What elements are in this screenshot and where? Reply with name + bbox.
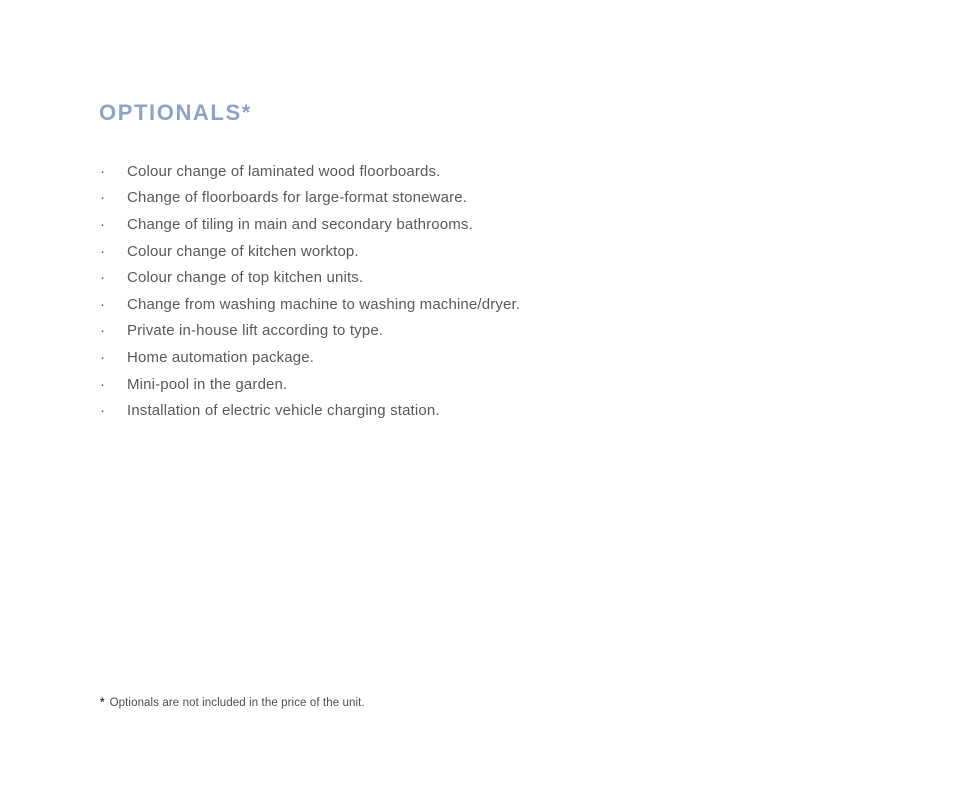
bullet-icon: · — [100, 295, 106, 313]
bullet-icon: · — [100, 402, 106, 420]
list-item-text: Change of tiling in main and secondary bathrooms. — [127, 215, 473, 233]
bullet-icon: · — [100, 242, 106, 260]
bullet-icon: · — [100, 189, 106, 207]
bullet-icon: · — [100, 269, 106, 287]
list-item-text: Change of floorboards for large-format stoneware. — [127, 189, 468, 207]
list-item — [100, 344, 520, 371]
list-item — [100, 291, 520, 318]
list-item — [100, 371, 520, 398]
page-title: OPTIONALS* — [99, 100, 252, 125]
footnote — [100, 697, 365, 709]
list-item — [100, 158, 520, 185]
footnote-text: Optionals are not included in the price of the unit. — [109, 697, 365, 709]
optionals-list — [100, 158, 520, 424]
list-item-text: Colour change of top kitchen units. — [127, 269, 364, 287]
list-item — [100, 264, 520, 291]
list-item-text: Home automation package. — [127, 348, 315, 366]
list-item-text: Change from washing machine to washing machine/dryer. — [127, 295, 521, 313]
bullet-icon: · — [100, 375, 106, 393]
bullet-icon: · — [100, 322, 106, 340]
list-item-text: Colour change of kitchen worktop. — [127, 242, 359, 260]
list-item-text: Installation of electric vehicle charging station. — [127, 402, 440, 420]
bullet-icon: · — [100, 162, 106, 180]
bullet-icon: · — [100, 215, 106, 233]
list-item — [100, 397, 520, 424]
list-item — [100, 318, 520, 345]
bullet-icon: · — [100, 348, 106, 366]
list-item-text: Colour change of laminated wood floorboards. — [127, 162, 441, 180]
list-item-text: Mini-pool in the garden. — [127, 375, 288, 393]
list-item — [100, 238, 520, 265]
list-item — [100, 211, 520, 238]
footnote-asterisk: * — [100, 697, 105, 709]
list-item-text: Private in-house lift according to type. — [127, 322, 384, 340]
list-item — [100, 185, 520, 212]
